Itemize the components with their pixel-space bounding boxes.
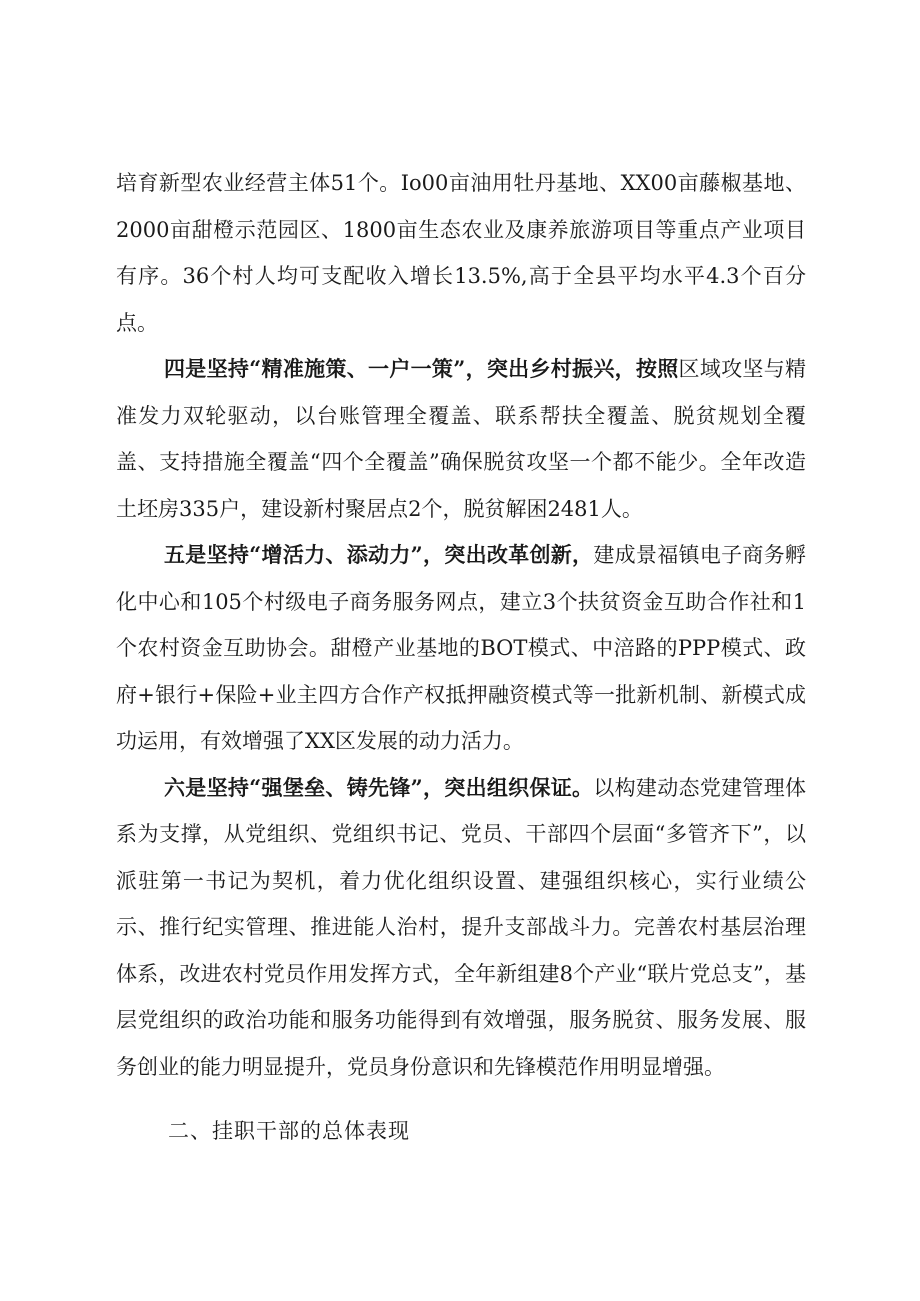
paragraph-4 <box>116 765 806 1091</box>
paragraph-1-text: 培育新型农业经营主体51个。Io00亩油用牡丹基地、XX00亩藤椒基地、2000亩甜橙示范园区、1800亩生态农业及康养旅游项目等重点产业项目有序。36个村人均可支配收入增长13.5%,高于全县平均水平4.3个百分点。 <box>116 171 806 335</box>
paragraph-1 <box>116 160 806 346</box>
paragraph-4-lead: 六是坚持“强堡垒、铸先锋”，突出组织保证。 <box>164 774 594 800</box>
section-heading: 二、挂职干部的总体表现 <box>168 1119 410 1143</box>
paragraph-2-lead: 四是坚持“精准施策、一户一策”，突出乡村振兴，按照 <box>164 356 679 381</box>
paragraph-2-text: 区域攻坚与精准发力双轮驱动，以台账管理全覆盖、联系帮扶全覆盖、脱贫规划全覆盖、支持措施全覆盖“四个全覆盖”确保脱贫攻坚一个都不能少。全年改造土坯房335户，建设新村聚居点2个，脱贫解困2481人。 <box>116 357 807 521</box>
document-page <box>116 160 806 1155</box>
paragraph-4-text: 以构建动态党建管理体系为支撑，从党组织、党组织书记、党员、干部四个层面“多管齐下”，以派驻第一书记为契机，着力优化组织设置、建强组织核心，实行业绩公示、推行纪实管理、推进能人治村，提升支部战斗力。完善农村基层治理体系，改进农村党员作用发挥方式，全年新组建8个产业“联片党总支”，基层党组织的政治功能和服务功能得到有效增强，服务脱贫、服务发展、服务创业的能力明显提升，党员身份意识和先锋模范作用明显增强。 <box>116 775 806 1079</box>
paragraph-2 <box>116 346 806 532</box>
paragraph-3-text: 建成景福镇电子商务孵化中心和105个村级电子商务服务网点，建立3个扶贫资金互助合作社和1个农村资金互助协会。甜橙产业基地的BOT模式、中涪路的PPP模式、政府+银行+保险+业主四方合作产权抵押融资模式等一批新机制、新模式成功运用，有效增强了XX区发展的动力活力。 <box>116 543 806 753</box>
paragraph-3 <box>116 532 806 765</box>
paragraph-3-lead: 五是坚持“增活力、添动力”，突出改革创新， <box>164 542 594 567</box>
